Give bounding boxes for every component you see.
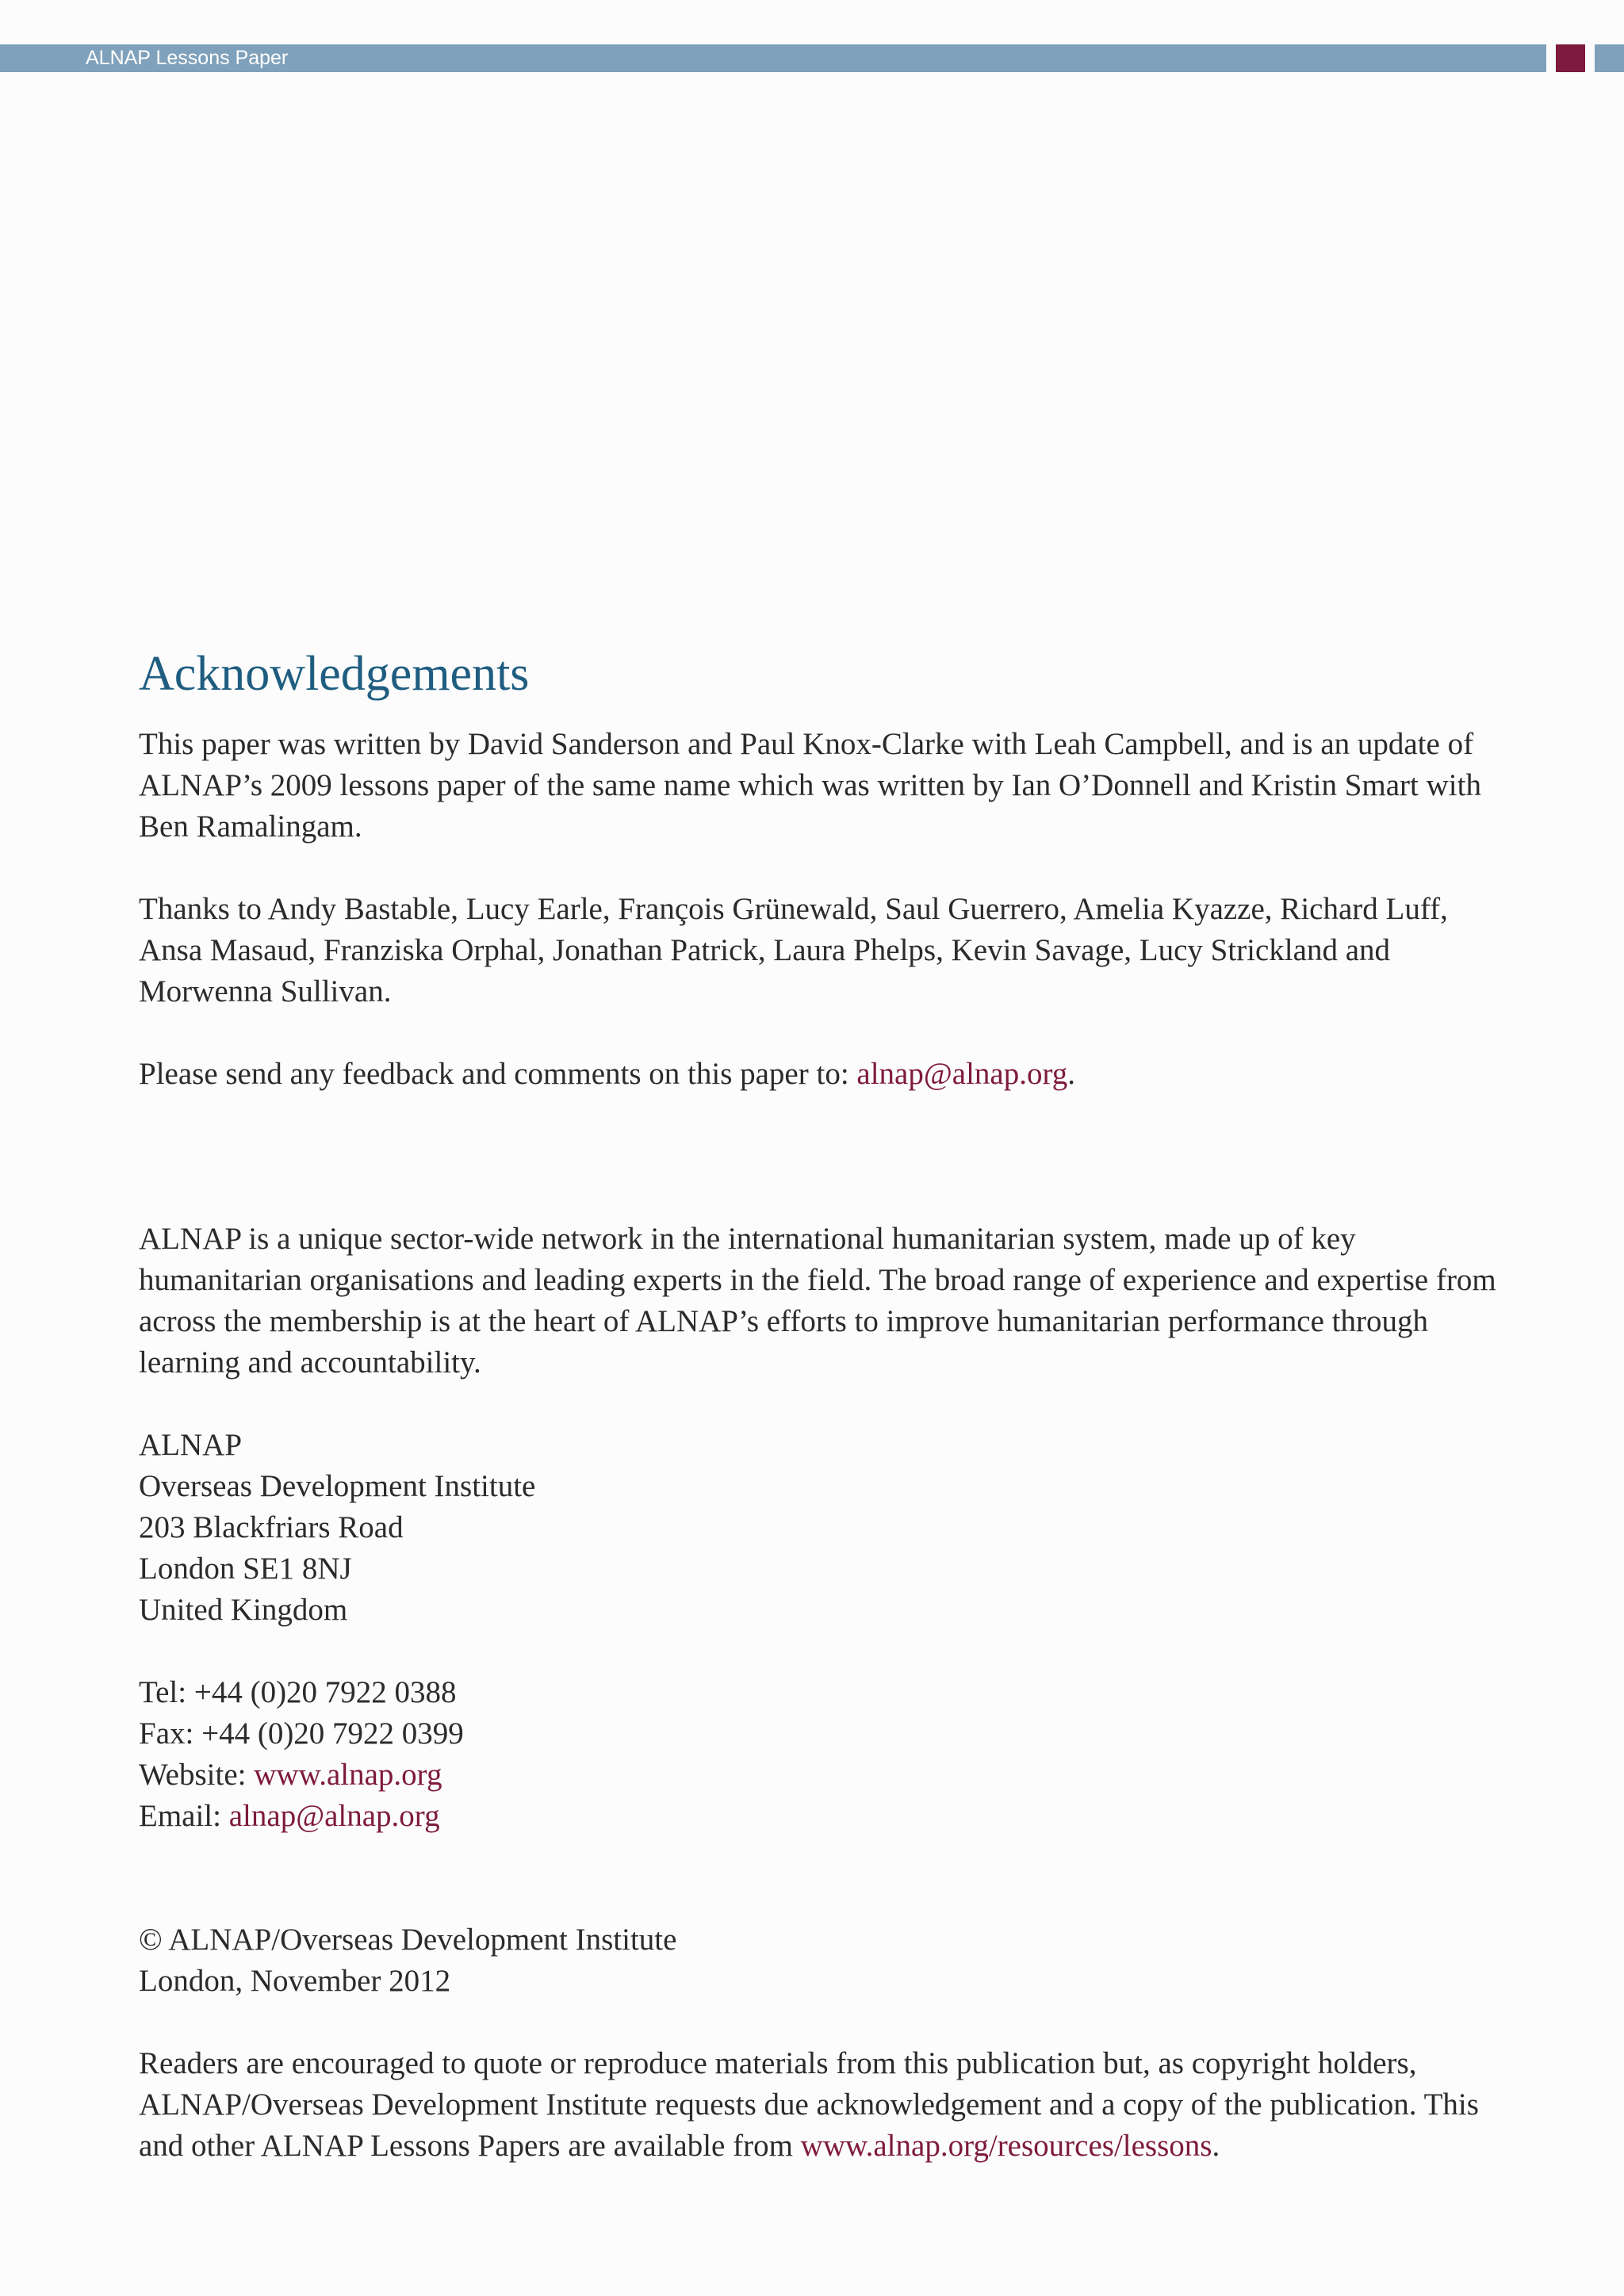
lessons-link[interactable]: www.alnap.org/resources/lessons bbox=[800, 2129, 1212, 2163]
website-line bbox=[139, 1755, 1503, 1796]
contact-block bbox=[139, 1672, 1503, 1837]
thanks-paragraph: Thanks to Andy Bastable, Lucy Earle, François Grünewald, Saul Guerrero, Amelia Kyazze, Richard Luff, Ansa Masaud, Franziska Orphal, Jonathan Patrick, Laura Phelps, Kevin Savage, Lucy Strickland and Morwenna Sullivan. bbox=[139, 892, 1448, 1008]
reproduction-text: Readers are encouraged to quote or reproduce materials from this publication but, as copyright holders, ALNAP/Overseas Development Institute requests due acknowledgement and a copy of the publication. This and other ALNAP Lessons Papers are available from bbox=[139, 2046, 1479, 2163]
authors-paragraph: This paper was written by David Sanderson and Paul Knox-Clarke with Leah Campbell, and is an update of ALNAP’s 2009 lessons paper of the same name which was written by Ian O’Donnell and Kristin Smart with Ben Ramalingam. bbox=[139, 727, 1481, 844]
reproduction-paragraph bbox=[139, 2043, 1503, 2167]
email-line bbox=[139, 1796, 1503, 1837]
address-line: 203 Blackfriars Road bbox=[139, 1510, 404, 1544]
page-title: Acknowledgements bbox=[139, 647, 530, 701]
website-label: Website: bbox=[139, 1758, 255, 1792]
feedback-email-link[interactable]: alnap@alnap.org bbox=[856, 1057, 1068, 1091]
tel-line: Tel: +44 (0)20 7922 0388 bbox=[139, 1675, 457, 1709]
address-line: United Kingdom bbox=[139, 1593, 348, 1627]
address-line: ALNAP bbox=[139, 1428, 243, 1462]
feedback-prefix: Please send any feedback and comments on this paper to: bbox=[139, 1057, 857, 1091]
header-bar bbox=[0, 44, 1546, 72]
running-header-title: ALNAP Lessons Paper bbox=[86, 47, 289, 69]
address-line: London SE1 8NJ bbox=[139, 1552, 352, 1586]
header-accent-square bbox=[1556, 44, 1585, 72]
fax-line: Fax: +44 (0)20 7922 0399 bbox=[139, 1716, 464, 1751]
publication-date-line: London, November 2012 bbox=[139, 1964, 451, 1998]
about-paragraph: ALNAP is a unique sector-wide network in the international humanitarian system, made up of key humanitarian organisations and leading experts in the field. The broad range of experience and expertise from across the membership is at the heart of ALNAP’s efforts to improve humanitarian performance through learning and accountability. bbox=[139, 1222, 1496, 1380]
page-content bbox=[139, 638, 1503, 2167]
feedback-suffix: . bbox=[1067, 1057, 1076, 1091]
copyright-line: © ALNAP/Overseas Development Institute bbox=[139, 1923, 677, 1957]
reproduction-suffix: . bbox=[1212, 2129, 1220, 2163]
feedback-paragraph bbox=[139, 1054, 1503, 1095]
email-link[interactable]: alnap@alnap.org bbox=[228, 1799, 440, 1833]
copyright-block bbox=[139, 1919, 1503, 2002]
email-label: Email: bbox=[139, 1799, 229, 1833]
website-link[interactable]: www.alnap.org bbox=[254, 1758, 442, 1792]
header-bar-tail bbox=[1595, 44, 1624, 72]
address-block bbox=[139, 1425, 1503, 1631]
address-line: Overseas Development Institute bbox=[139, 1469, 536, 1503]
